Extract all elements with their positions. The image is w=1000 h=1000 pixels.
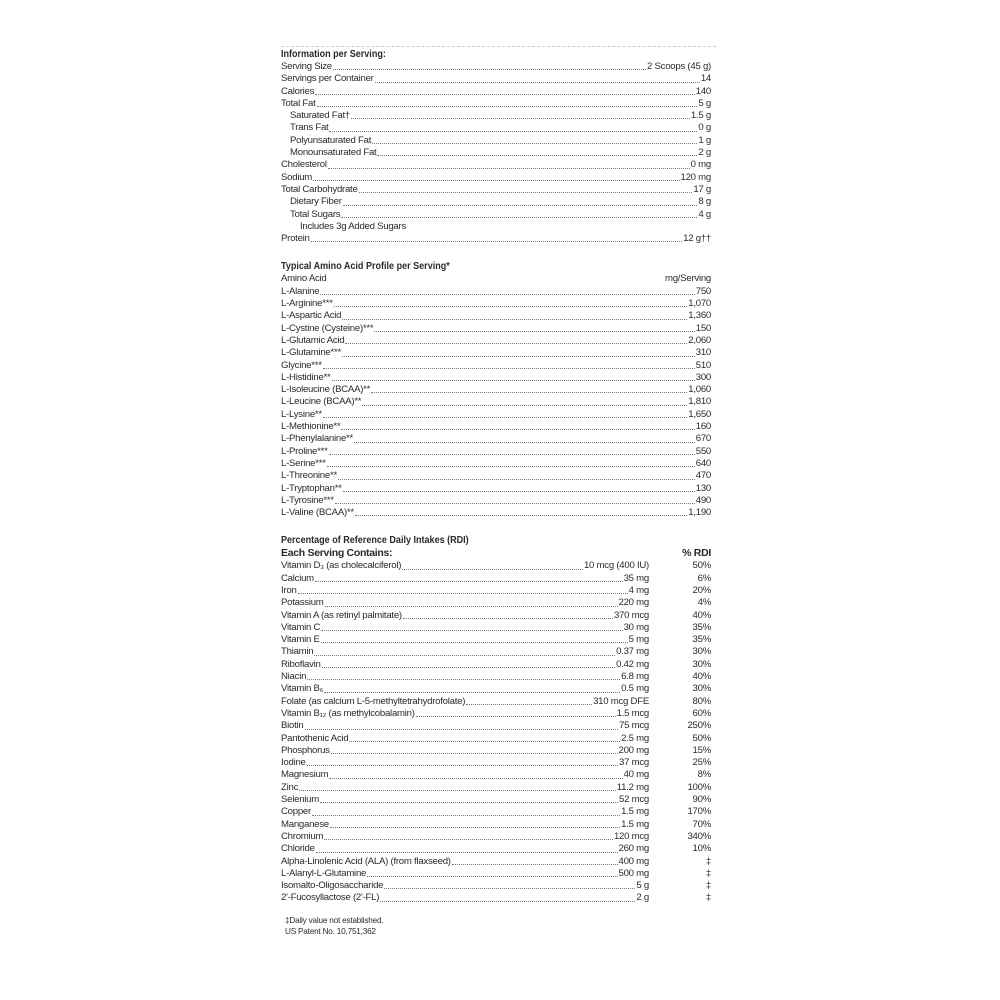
- amino-row: [281, 483, 711, 495]
- rdi-row-rdi: 30%: [692, 683, 711, 695]
- dot-leader: [384, 887, 635, 889]
- amino-row-value: 510: [695, 359, 711, 371]
- rdi-row-rdi: 10%: [692, 843, 711, 855]
- rdi-row: [281, 782, 711, 794]
- rdi-row: [281, 560, 711, 572]
- rdi-row: [281, 683, 711, 695]
- dot-leader: [354, 441, 695, 443]
- rdi-row-value: 220 mg: [618, 597, 649, 609]
- rdi-row-value: 120 mcg: [613, 830, 649, 842]
- amino-col-name: Amino Acid: [281, 273, 327, 285]
- dot-leader: [355, 514, 687, 516]
- amino-row-value: 470: [695, 470, 711, 482]
- rdi-row: [281, 720, 711, 732]
- amino-row-name: L-Leucine (BCAA)**: [281, 396, 362, 408]
- info-rows: [281, 61, 711, 245]
- amino-row: [281, 470, 711, 482]
- dot-leader: [298, 592, 628, 594]
- rdi-row: [281, 696, 711, 708]
- rdi-row-rdi: ‡: [705, 892, 711, 904]
- amino-col-value: mg/Serving: [664, 273, 711, 285]
- info-row-value: 8 g: [698, 196, 711, 208]
- rdi-row-rdi: 30%: [692, 658, 711, 670]
- dot-leader: [330, 826, 620, 828]
- footnote-patent: US Patent No. 10,751,362: [285, 926, 376, 936]
- amino-row: [281, 507, 711, 519]
- amino-row-name: L-Arginine***: [281, 298, 333, 310]
- dot-leader: [335, 502, 695, 504]
- info-row-name: Includes 3g Added Sugars: [300, 220, 407, 232]
- amino-row-value: 1,060: [688, 384, 711, 396]
- info-row: [281, 209, 711, 221]
- rdi-row-value: 1.5 mcg: [616, 707, 649, 719]
- rdi-row-name: Vitamin B₁₂ (as methylcobalamin): [281, 707, 415, 719]
- dot-leader: [321, 629, 622, 631]
- info-row: [281, 61, 711, 73]
- amino-row-value: 670: [695, 433, 711, 445]
- info-row-value: 1 g: [698, 134, 711, 146]
- dot-leader: [317, 105, 698, 107]
- rdi-row-rdi: 250%: [687, 720, 711, 732]
- info-row: [281, 135, 711, 147]
- rdi-row-value: 200 mg: [618, 744, 649, 756]
- rdi-row-rdi: 50%: [692, 560, 711, 572]
- rdi-section-title: Percentage of Reference Daily Intakes (RDI): [281, 534, 469, 547]
- rdi-row: [281, 856, 711, 868]
- rdi-row-name: Copper: [281, 806, 311, 818]
- amino-row-value: 550: [695, 445, 711, 457]
- info-row-value: 4 g: [698, 208, 711, 220]
- rdi-row: [281, 708, 711, 720]
- rdi-row-value: 30 mg: [623, 621, 649, 633]
- dot-leader: [331, 752, 618, 754]
- info-row-name: Cholesterol: [281, 159, 327, 171]
- dot-leader: [314, 654, 615, 656]
- dot-leader: [416, 715, 616, 717]
- amino-row-name: L-Lysine**: [281, 408, 322, 420]
- rdi-row-rdi: 40%: [692, 609, 711, 621]
- info-row-name: Total Carbohydrate: [281, 183, 358, 195]
- dot-leader: [342, 355, 695, 357]
- rdi-row-value: 10 mcg (400 IU): [583, 560, 649, 572]
- amino-row-value: 1,810: [688, 396, 711, 408]
- amino-row-value: 640: [695, 457, 711, 469]
- info-row-value: 120 mg: [680, 171, 711, 183]
- info-row: [281, 86, 711, 98]
- rdi-row: [281, 573, 711, 585]
- rdi-row: [281, 597, 711, 609]
- info-row-value: 0 g: [698, 122, 711, 134]
- rdi-row-name: Pantothenic Acid: [281, 732, 349, 744]
- rdi-row-name: Biotin: [281, 720, 304, 732]
- rdi-row-value: 5 g: [636, 880, 649, 892]
- amino-row: [281, 446, 711, 458]
- dot-leader: [320, 293, 694, 295]
- rdi-row-rdi: 40%: [692, 671, 711, 683]
- amino-row-value: 300: [695, 371, 711, 383]
- dot-leader: [332, 379, 695, 381]
- rdi-row-rdi: 4%: [697, 597, 711, 609]
- dot-leader: [343, 204, 698, 206]
- amino-row: [281, 360, 711, 372]
- rdi-row-rdi: 60%: [692, 707, 711, 719]
- amino-row: [281, 335, 711, 347]
- rdi-row-rdi: 50%: [692, 732, 711, 744]
- dot-leader: [359, 191, 693, 193]
- amino-section-title: Typical Amino Acid Profile per Serving*: [281, 260, 450, 273]
- amino-row-value: 1,360: [688, 310, 711, 322]
- rdi-rows: [281, 560, 711, 904]
- supplement-facts-label: [281, 44, 711, 937]
- rdi-row-rdi: ‡: [705, 880, 711, 892]
- info-row-value: 2 Scoops (45 g): [647, 61, 711, 72]
- rdi-row-value: 400 mg: [618, 855, 649, 867]
- amino-row: [281, 323, 711, 335]
- amino-row: [281, 409, 711, 421]
- rdi-row-name: Selenium: [281, 794, 319, 806]
- amino-row-name: L-Aspartic Acid: [281, 310, 342, 322]
- info-row-value: 140: [695, 85, 711, 97]
- info-row-name: Trans Fat: [290, 122, 329, 134]
- rdi-row-value: 500 mg: [618, 867, 649, 879]
- amino-row: [281, 372, 711, 384]
- dot-leader: [320, 801, 618, 803]
- rdi-row-value: 75 mcg: [619, 720, 649, 732]
- amino-rows: [281, 286, 711, 520]
- info-row-name: Sodium: [281, 171, 313, 183]
- rdi-row: [281, 659, 711, 671]
- rdi-row-name: Phosphorus: [281, 744, 330, 756]
- info-row-name: Calories: [281, 85, 315, 97]
- dot-leader: [380, 900, 635, 902]
- dot-leader: [338, 478, 695, 480]
- dot-leader: [329, 777, 622, 779]
- rdi-row-value: 310 mcg DFE: [593, 695, 649, 707]
- dot-leader: [343, 490, 695, 492]
- rdi-row-name: Potassium: [281, 597, 324, 609]
- rdi-row: [281, 671, 711, 683]
- amino-row: [281, 396, 711, 408]
- dot-leader: [372, 142, 697, 144]
- rdi-row-value: 35 mg: [623, 572, 649, 584]
- dot-leader: [374, 330, 694, 332]
- rdi-row: [281, 646, 711, 658]
- rdi-row-value: 0.37 mg: [616, 646, 649, 658]
- dot-leader: [341, 428, 694, 430]
- rdi-row-name: Isomalto-Oligosaccharide: [281, 880, 384, 892]
- amino-row-value: 1,650: [688, 408, 711, 420]
- rdi-row-rdi: 70%: [692, 818, 711, 830]
- dot-leader: [329, 453, 695, 455]
- dot-leader: [323, 367, 695, 369]
- amino-row-name: Glycine***: [281, 359, 322, 371]
- amino-row: [281, 495, 711, 507]
- rdi-row: [281, 819, 711, 831]
- rdi-row-rdi: 25%: [692, 757, 711, 769]
- rdi-row-value: 11.2 mg: [616, 781, 649, 793]
- rdi-row-name: L-Alanyl-L-Glutamine: [281, 867, 367, 879]
- rdi-row-value: 260 mg: [618, 843, 649, 855]
- rdi-row-name: Niacin: [281, 671, 307, 683]
- info-row-name: Total Fat: [281, 97, 316, 109]
- dot-leader: [322, 666, 615, 668]
- dot-leader: [307, 764, 618, 766]
- amino-row: [281, 384, 711, 396]
- dot-leader: [299, 789, 616, 791]
- dot-leader: [342, 318, 687, 320]
- dot-leader: [349, 740, 620, 742]
- rdi-row-name: Vitamin A (as retinyl palmitate): [281, 609, 402, 621]
- info-row-value: 12 g††: [683, 233, 711, 245]
- amino-column-header: [281, 273, 711, 285]
- info-row-value: 5 g: [698, 97, 711, 109]
- info-row: [281, 73, 711, 85]
- rdi-row-value: 1.5 mg: [621, 806, 649, 818]
- dot-leader: [329, 130, 697, 132]
- rdi-row-name: Alpha-Linolenic Acid (ALA) (from flaxseed): [281, 855, 451, 867]
- amino-row-name: L-Tyrosine***: [281, 494, 334, 506]
- rdi-row-value: 0.5 mg: [621, 683, 649, 695]
- rdi-row-value: 4 mg: [628, 584, 649, 596]
- dot-leader: [351, 117, 690, 119]
- dot-leader: [324, 691, 620, 693]
- amino-row-value: 130: [695, 482, 711, 494]
- rdi-row: [281, 769, 711, 781]
- rdi-row: [281, 757, 711, 769]
- dot-leader: [305, 728, 619, 730]
- amino-row-name: L-Alanine: [281, 285, 320, 297]
- amino-row: [281, 347, 711, 359]
- rdi-row-rdi: 35%: [692, 634, 711, 646]
- info-section-title: Information per Serving:: [281, 48, 386, 60]
- dot-leader: [402, 568, 583, 570]
- info-row-name: Saturated Fat†: [290, 110, 350, 122]
- rdi-row-rdi: ‡: [705, 855, 711, 867]
- rdi-row-value: 0.42 mg: [616, 658, 649, 670]
- dot-leader: [323, 416, 687, 418]
- rdi-row-name: Vitamin C: [281, 621, 321, 633]
- info-row: [281, 98, 711, 110]
- amino-row-name: L-Isoleucine (BCAA)**: [281, 384, 371, 396]
- dot-leader: [466, 703, 592, 705]
- rdi-row-rdi: 90%: [692, 794, 711, 806]
- rdi-column-header: [281, 547, 711, 560]
- info-row-value: 17 g: [693, 183, 711, 195]
- dot-leader: [316, 851, 618, 853]
- rdi-row-name: Manganese: [281, 818, 329, 830]
- info-row: [281, 196, 711, 208]
- info-row-name: Polyunsaturated Fat: [290, 134, 372, 146]
- info-row: [281, 122, 711, 134]
- amino-row: [281, 458, 711, 470]
- rdi-row-name: Iodine: [281, 757, 306, 769]
- rdi-row-rdi: 80%: [692, 695, 711, 707]
- info-row-value: 2 g: [698, 147, 711, 159]
- rdi-row-name: Folate (as calcium L-5-methyltetrahydrofolate): [281, 695, 466, 707]
- dot-leader: [452, 863, 618, 865]
- amino-row: [281, 286, 711, 298]
- dot-leader: [362, 404, 687, 406]
- rdi-row: [281, 794, 711, 806]
- rdi-row: [281, 831, 711, 843]
- dot-leader: [377, 154, 697, 156]
- dot-leader: [321, 641, 628, 643]
- footnote-daily-value: ‡Daily value not established.: [285, 915, 384, 925]
- rdi-row-rdi: 100%: [687, 781, 711, 793]
- dot-leader: [313, 179, 679, 181]
- dot-leader: [375, 81, 700, 83]
- rdi-row-rdi: 8%: [697, 769, 711, 781]
- amino-row-name: L-Serine***: [281, 457, 326, 469]
- rdi-row-rdi: 170%: [687, 806, 711, 818]
- rdi-row: [281, 892, 711, 904]
- amino-row-name: L-Threonine**: [281, 470, 337, 482]
- rdi-row-value: 2 g: [636, 892, 649, 904]
- dot-leader: [325, 605, 618, 607]
- rdi-row: [281, 733, 711, 745]
- dot-leader: [312, 814, 620, 816]
- amino-row-value: 1,190: [688, 507, 711, 519]
- amino-row-value: 490: [695, 494, 711, 506]
- dot-leader: [328, 167, 690, 169]
- amino-row-name: L-Methionine**: [281, 421, 341, 433]
- rdi-row-value: 1.5 mg: [621, 818, 649, 830]
- rdi-row-name: Chloride: [281, 843, 315, 855]
- amino-row-value: 750: [695, 285, 711, 297]
- amino-row: [281, 298, 711, 310]
- dot-leader: [341, 216, 697, 218]
- rdi-row-rdi: ‡: [705, 867, 711, 879]
- dot-leader: [334, 305, 688, 307]
- dot-leader: [403, 617, 613, 619]
- rdi-row-value: 40 mg: [623, 769, 649, 781]
- rdi-row-value: 5 mg: [628, 634, 649, 646]
- info-row: [281, 172, 711, 184]
- rdi-row-rdi: 35%: [692, 621, 711, 633]
- amino-row: [281, 310, 711, 322]
- amino-row-value: 160: [695, 421, 711, 433]
- rdi-row: [281, 843, 711, 855]
- rdi-row-name: Chromium: [281, 830, 324, 842]
- rdi-row-name: Iron: [281, 584, 297, 596]
- rdi-row-value: 52 mcg: [619, 794, 649, 806]
- info-row-name: Serving Size: [281, 61, 332, 72]
- rdi-row: [281, 622, 711, 634]
- rdi-row: [281, 634, 711, 646]
- info-row: [281, 110, 711, 122]
- info-row: [281, 184, 711, 196]
- amino-row-value: 150: [695, 322, 711, 334]
- amino-row-name: L-Glutamic Acid: [281, 334, 345, 346]
- rdi-subhead: Each Serving Contains:: [281, 547, 393, 560]
- rdi-row-name: 2'-Fucosyllactose (2'-FL): [281, 892, 380, 904]
- rdi-row-value: 6.8 mg: [621, 671, 649, 683]
- rdi-row-value: 37 mcg: [619, 757, 649, 769]
- rdi-row: [281, 610, 711, 622]
- rdi-row: [281, 745, 711, 757]
- info-row: [281, 233, 711, 245]
- info-row: [281, 159, 711, 171]
- dot-leader: [307, 678, 620, 680]
- amino-row-name: L-Histidine**: [281, 371, 331, 383]
- amino-row-name: L-Cystine (Cysteine)***: [281, 322, 374, 334]
- rdi-row-rdi: 6%: [697, 572, 711, 584]
- info-row: [281, 221, 711, 233]
- amino-row-value: 310: [695, 347, 711, 359]
- info-row: [281, 147, 711, 159]
- rdi-row-value: 370 mcg: [613, 609, 649, 621]
- info-row-name: Protein: [281, 233, 310, 245]
- amino-row-name: L-Valine (BCAA)**: [281, 507, 354, 519]
- amino-row-name: L-Phenylalanine**: [281, 433, 354, 445]
- rdi-row-name: Riboflavin: [281, 658, 321, 670]
- rdi-row-name: Vitamin D₃ (as cholecalciferol): [281, 560, 402, 572]
- dot-leader: [324, 838, 613, 840]
- rdi-row-name: Calcium: [281, 572, 314, 584]
- dot-leader: [315, 93, 695, 95]
- amino-row: [281, 421, 711, 433]
- dot-leader: [367, 875, 617, 877]
- rdi-row-rdi: 30%: [692, 646, 711, 658]
- rdi-col-label: % RDI: [682, 547, 711, 560]
- dot-leader: [333, 68, 646, 70]
- info-row-value: 0 mg: [690, 159, 711, 171]
- dot-leader: [311, 240, 683, 242]
- dot-leader: [315, 580, 623, 582]
- rdi-row-name: Vitamin B₆: [281, 683, 324, 695]
- rdi-row-name: Vitamin E: [281, 634, 320, 646]
- rdi-row-rdi: 15%: [692, 744, 711, 756]
- amino-row-name: L-Glutamine***: [281, 347, 341, 359]
- amino-row-value: 2,060: [688, 334, 711, 346]
- rdi-row-name: Thiamin: [281, 646, 314, 658]
- rdi-row: [281, 806, 711, 818]
- info-row-name: Dietary Fiber: [290, 196, 342, 208]
- rdi-row: [281, 880, 711, 892]
- rdi-row: [281, 868, 711, 880]
- info-row-value: 14: [700, 73, 711, 85]
- info-row-name: Monounsaturated Fat: [290, 147, 377, 159]
- dot-leader: [327, 465, 695, 467]
- rdi-row-name: Zinc: [281, 781, 299, 793]
- rdi-row: [281, 585, 711, 597]
- rdi-row-value: 2.5 mg: [621, 732, 649, 744]
- amino-row: [281, 433, 711, 445]
- rdi-row-rdi: 340%: [687, 830, 711, 842]
- rdi-row-name: Magnesium: [281, 769, 329, 781]
- info-row-value: 1.5 g: [690, 110, 711, 122]
- amino-row-name: L-Proline***: [281, 445, 328, 457]
- info-row-name: Total Sugars: [290, 208, 341, 220]
- info-row-name: Servings per Container: [281, 73, 374, 85]
- rdi-row-rdi: 20%: [692, 584, 711, 596]
- amino-row-name: L-Tryptophan**: [281, 482, 342, 494]
- dot-leader: [371, 391, 687, 393]
- amino-row-value: 1,070: [688, 298, 711, 310]
- dot-leader: [345, 342, 687, 344]
